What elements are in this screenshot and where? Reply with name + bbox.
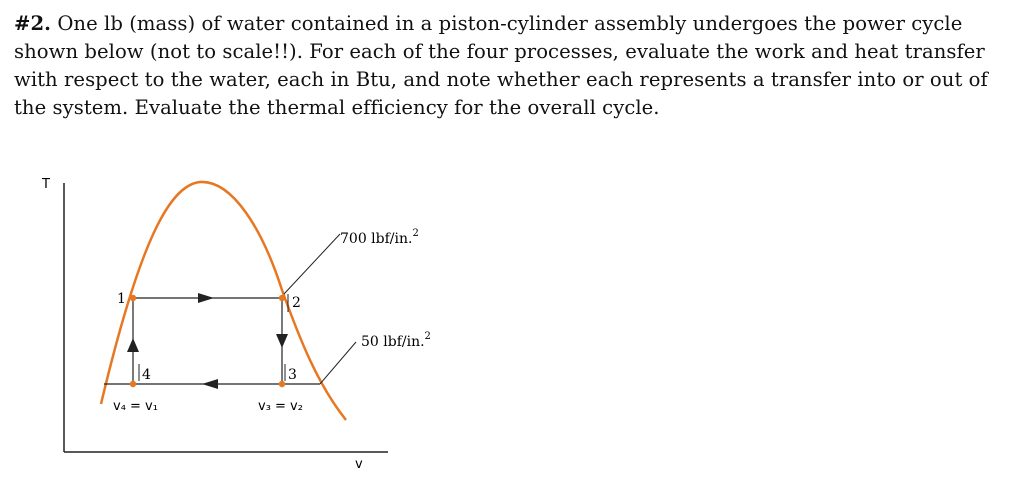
state-label-3: 3: [288, 367, 297, 383]
state-label-1: 1: [117, 291, 126, 307]
x-axis-label: v: [355, 457, 363, 472]
state-label-4: 4: [142, 367, 151, 383]
problem-number: #2.: [14, 12, 52, 35]
process-3-4-arrow: [202, 379, 218, 389]
volume-left-label: v₄ = v₁: [113, 399, 158, 414]
process-1-2-arrow: [198, 293, 214, 303]
pressure-low-label: 50 lbf/in.$^2$: [361, 331, 431, 350]
pressure-low-exp: 2: [424, 331, 431, 342]
state-point-3: [279, 381, 285, 387]
y-axis-label: T: [42, 177, 50, 192]
pressure-high-leader: [284, 234, 340, 294]
pressure-high-label: 700 lbf/in.$^2$: [340, 228, 419, 247]
volume-right-label: v₃ = v₂: [258, 399, 303, 414]
state-point-4: [130, 381, 136, 387]
process-4-1-arrow: [127, 338, 139, 352]
state-point-1: [130, 295, 136, 301]
state-point-2: [279, 295, 285, 301]
process-2-3-arrow: [276, 334, 288, 348]
pressure-low-leader: [320, 342, 356, 384]
state-label-2: 2: [292, 295, 301, 311]
pressure-high-exp: 2: [412, 228, 419, 239]
problem-text: One lb (mass) of water contained in a piston-cylinder assembly undergoes the power cycle shown below (not to scale!!). For each of the four processes, evaluate the work and heat transfer with respect to the water, each in Btu, and note whether each represents a transfer into or out of the system. Evaluate the thermal efficiency for the overall cycle.: [14, 12, 988, 119]
